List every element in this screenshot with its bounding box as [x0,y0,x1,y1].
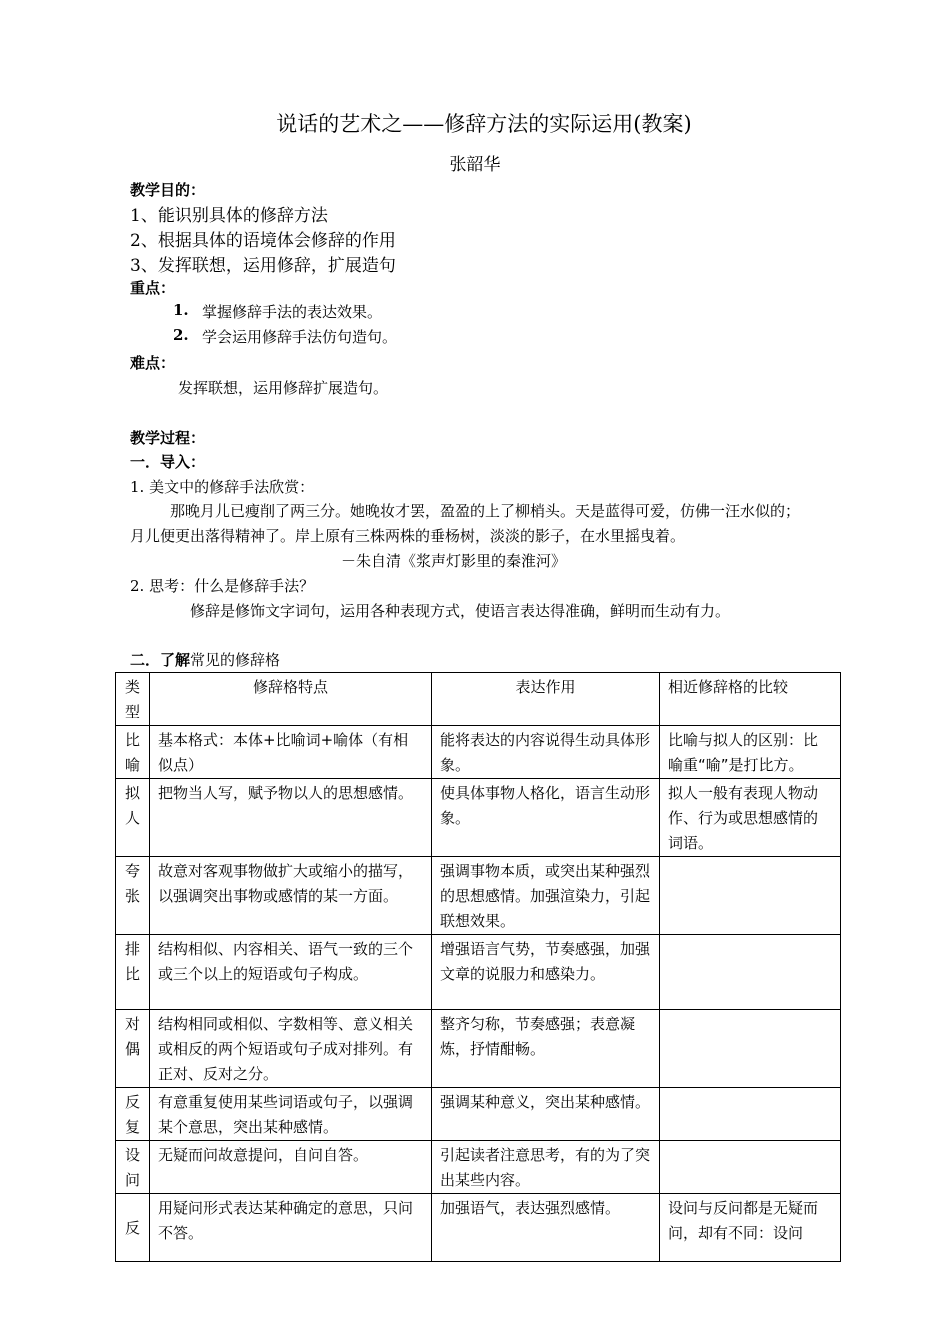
key-point-number: 1. [173,301,189,319]
cell-effect: 能将表达的内容说得生动具体形象。 [432,726,660,779]
section2-heading: 二．了解常见的修辞格 [130,651,281,669]
section1-item1: 1. 美文中的修辞手法欣赏： [130,478,315,496]
key-point-text: 学会运用修辞手法仿句造句。 [202,328,398,346]
cell-compare: 设问与反问都是无疑而问，却有不同：设问 [660,1194,841,1262]
cell-compare [660,1088,841,1141]
cell-compare [660,935,841,1010]
table-row [116,935,841,1010]
cell-feature: 有意重复使用某些词语或句子，以强调某个意思，突出某种感情。 [150,1088,432,1141]
rhetoric-table [115,672,841,1262]
table-row [116,857,841,935]
cell-feature: 用疑问形式表达某种确定的意思，只问不答。 [150,1194,432,1262]
cell-type: 对偶 [116,1010,150,1088]
document-author: 张韶华 [449,155,501,175]
table-row [116,726,841,779]
cell-effect: 整齐匀称，节奏感强；表意凝炼，抒情酣畅。 [432,1010,660,1088]
cell-feature: 无疑而问故意提问，自问自答。 [150,1141,432,1194]
difficulty-heading: 难点： [130,354,176,372]
cell-effect: 引起读者注意思考，有的为了突出某些内容。 [432,1141,660,1194]
difficulty-text: 发挥联想，运用修辞扩展造句。 [178,379,389,397]
cell-compare [660,1141,841,1194]
table-row [116,1194,841,1262]
cell-type: 设问 [116,1141,150,1194]
cell-compare: 比喻与拟人的区别：比喻重“喻”是打比方。 [660,726,841,779]
definition-text: 修辞是修饰文字词句，运用各种表现方式，使语言表达得准确，鲜明而生动有力。 [190,602,731,620]
goals-heading: 教学目的： [130,181,206,199]
cell-feature: 故意对客观事物做扩大或缩小的描写，以强调突出事物或感情的某一方面。 [150,857,432,935]
quote-source: －朱自清《浆声灯影里的秦淮河》 [341,552,567,570]
header-compare: 相近修辞格的比较 [660,673,841,726]
quote-line: 月儿便更出落得精神了。岸上原有三株两株的垂杨树，淡淡的影子，在水里摇曳着。 [130,527,686,545]
goal-item: 2、根据具体的语境体会修辞的作用 [130,231,396,251]
cell-effect: 强调某种意义，突出某种感情。 [432,1088,660,1141]
cell-effect: 增强语言气势，节奏感强，加强文章的说服力和感染力。 [432,935,660,1010]
table-row [116,1141,841,1194]
cell-type: 夸张 [116,857,150,935]
cell-type: 反复 [116,1088,150,1141]
goal-item: 1、能识别具体的修辞方法 [130,206,328,226]
cell-effect: 使具体事物人格化，语言生动形象。 [432,779,660,857]
key-points-heading: 重点： [130,279,176,297]
quote-line: 那晚月儿已瘦削了两三分。她晚妆才罢，盈盈的上了柳梢头。天是蓝得可爱，仿佛一汪水似的； [170,502,801,520]
table-row [116,1088,841,1141]
cell-feature: 把物当人写，赋予物以人的思想感情。 [150,779,432,857]
cell-feature: 结构相似、内容相关、语气一致的三个或三个以上的短语或句子构成。 [150,935,432,1010]
cell-type: 反 [116,1194,150,1262]
table-header-row [116,673,841,726]
process-heading: 教学过程： [130,429,206,447]
cell-type: 拟人 [116,779,150,857]
section1-item2: 2. 思考：什么是修辞手法？ [130,577,315,595]
cell-compare [660,857,841,935]
section1-heading: 一．导入： [130,453,206,471]
header-feature: 修辞格特点 [150,673,432,726]
goal-item: 3、发挥联想，运用修辞，扩展造句 [130,256,396,276]
cell-feature: 基本格式：本体+比喻词+喻体（有相似点） [150,726,432,779]
table-row [116,779,841,857]
cell-effect: 加强语气，表达强烈感情。 [432,1194,660,1262]
cell-effect: 强调事物本质，或突出某种强烈的思想感情。加强渲染力，引起联想效果。 [432,857,660,935]
document-title: 说话的艺术之——修辞方法的实际运用(教案) [276,112,692,136]
key-point-number: 2. [173,326,189,344]
key-point-text: 掌握修辞手法的表达效果。 [202,303,383,321]
header-effect: 表达作用 [432,673,660,726]
header-type: 类型 [116,673,150,726]
table-row [116,1010,841,1088]
cell-type: 排比 [116,935,150,1010]
cell-feature: 结构相同或相似、字数相等、意义相关或相反的两个短语或句子成对排列。有正对、反对之分。 [150,1010,432,1088]
cell-compare: 拟人一般有表现人物动作、行为或思想感情的词语。 [660,779,841,857]
cell-compare [660,1010,841,1088]
cell-type: 比喻 [116,726,150,779]
